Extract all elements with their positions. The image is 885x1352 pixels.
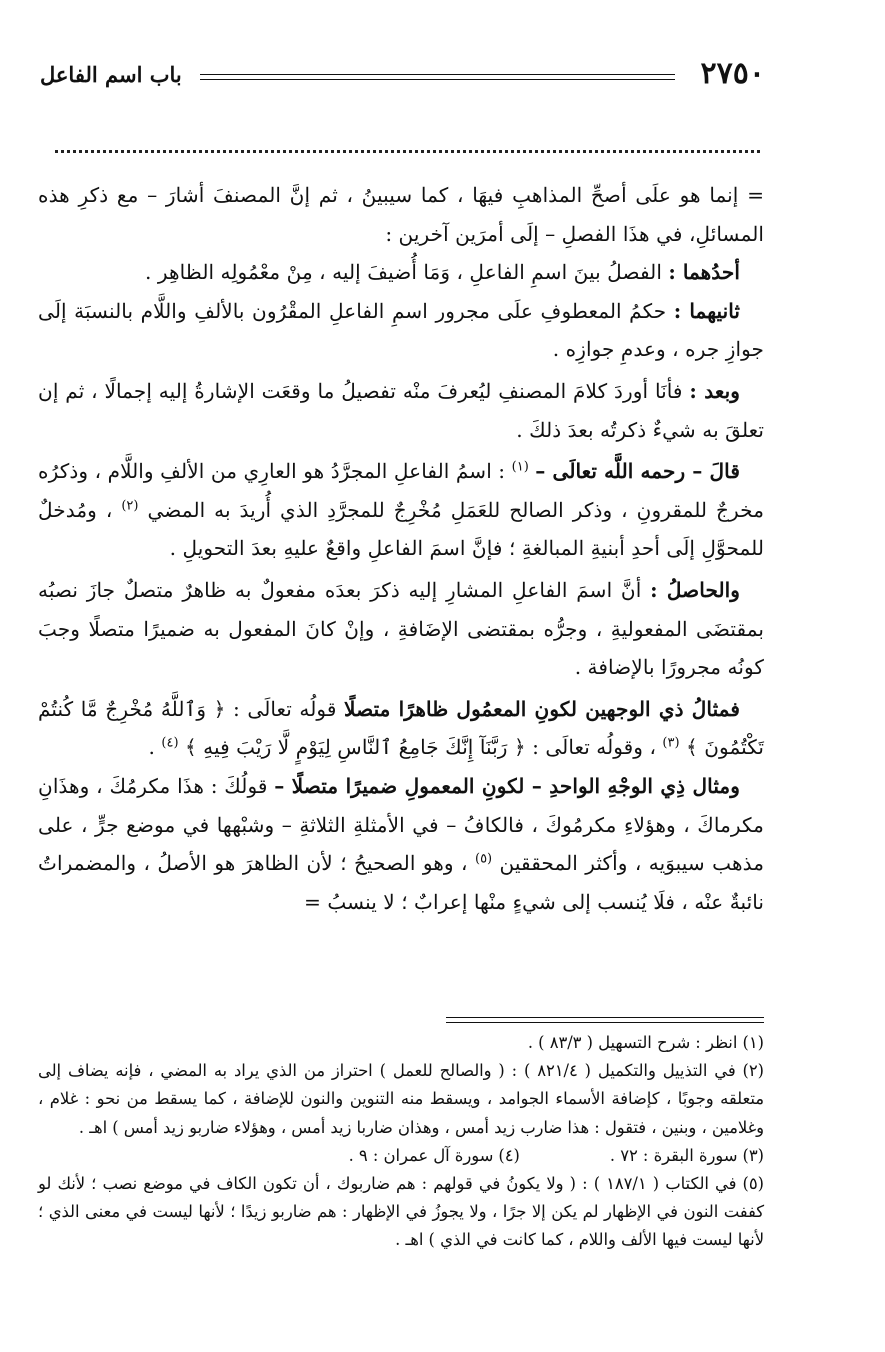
- footnote-4: (٤) سورة آل عمران : ٩ .: [348, 1145, 520, 1165]
- footnote-ref-5[interactable]: (٥): [474, 851, 493, 867]
- footnote-ref-2[interactable]: (٢): [121, 498, 139, 514]
- footnote-double-rule: [446, 1017, 764, 1023]
- page-number: ٢٧٥٠: [700, 56, 765, 91]
- paragraph-text: ، وقولُه تعالَى :: [532, 735, 656, 760]
- paragraph-text: فأنَا أوردَ كلامَ المصنفِ ليُعرفَ منْه تفصيلُ ما وقعَت الإشارةُ إليه إجمالًا ، ثم إن تعلقَ به شيءٌ ذكرتُه بعدَ ذلكَ .: [38, 378, 764, 442]
- footnotes: [38, 1029, 764, 1255]
- main-text: [38, 176, 764, 921]
- footnote-3: (٣) سورة البقرة : ٧٢ .: [609, 1145, 764, 1165]
- header-double-rule: [200, 74, 675, 80]
- footnote-2: (٢) في التذييل والتكميل ( ٨٢١/٤ ) : ( والصالح للعمل ) احتراز من الذي يراد به المضي ، فإنه يضاف إلى متعلقه وجوبًا ، كإضافة الأسماء الجوامد ، ويسقط منه التنوين والنون للإضافة ، كما يسقط من نحو : غلام ، وغلامين ، وبنين ، فتقول : هذا ضارب زيد أمس ، وهذان ضاربا زيد أمس ، وهؤلاء ضاربو زيد أمس ) اهـ .: [38, 1061, 764, 1137]
- footnote-row: [38, 1142, 764, 1170]
- paragraph-text: قولُكَ : هذَا مكرمُكَ ، وهذَانِ مكرماكَ ، وهؤلاءِ مكرمُوكَ ، فالكافُ – في الأمثلةِ الثلاثةِ – وشبْهها في موضع جرٍّ ، على مذهب سيبوَيه ، وأكثر المحققين: [38, 773, 765, 876]
- paragraph-text: الفصلُ بينَ اسمِ الفاعلِ ، وَمَا أُضيفَ إليه ، مِنْ معْمُولِه الظاهِر .: [145, 260, 662, 285]
- paragraph-continuation: = إنما هو علَى أصحِّ المذاهبِ فيهَا ، كما سيبينُ ، ثم إنَّ المصنفَ أشارَ – مع ذكرِ هذه المسائلِ، في هذَا الفصلِ – إلَى أمرَين آخرين :: [38, 183, 764, 246]
- quran-verse: ﴿ وَٱللَّهُ مُخْرِجٌ مَّا كُنتُمْ تَكْتُمُونَ ﴾: [38, 696, 764, 760]
- footnote-ref-4[interactable]: (٤): [161, 735, 179, 751]
- footnote-ref-1[interactable]: (١): [511, 459, 529, 475]
- paragraph-summary: [38, 571, 764, 687]
- paragraph-quote-author: [38, 452, 764, 568]
- paragraph-label: فمثالُ ذي الوجهين لكونِ المعمُول ظاهرًا متصلًا: [344, 696, 740, 721]
- paragraph-first-matter: [38, 253, 764, 292]
- period: .: [148, 735, 155, 760]
- footnote-ref-3[interactable]: (٣): [662, 735, 680, 751]
- paragraph-label: ومثال ذِي الوجْهِ الواحدِ – لكونِ المعمولِ ضميرًا متصلًا –: [274, 773, 740, 798]
- paragraph-label: وبعد :: [689, 378, 740, 403]
- footnote-1: (١) انظر : شرح التسهيل ( ٨٣/٣ ) .: [527, 1033, 764, 1052]
- paragraph-text: : اسمُ الفاعلِ المجرَّدُ هو العارِي من الألفِ واللَّام ، وذكرُه مخرجٌ للمقرونِ ، وذكر الصالح للعَمَلِ مُخْرِجٌ للمجرَّدِ الذي أُريدَ به المضي: [38, 459, 765, 522]
- paragraph-text: قولُه تعالَى :: [233, 696, 337, 721]
- paragraph-after: [38, 372, 764, 449]
- paragraph-label: أحدُهما :: [668, 260, 740, 285]
- dotted-divider: [55, 150, 760, 153]
- running-header: [40, 56, 765, 96]
- paragraph-second-matter: [38, 292, 764, 369]
- paragraph-text: حكمُ المعطوفِ علَى مجرور اسمِ الفاعلِ المقْرُون بالألفِ واللَّام بالنسبَة إلَى جوازِ جره ، وعدمِ جوازِه .: [38, 298, 764, 362]
- paragraph-text: أنَّ اسمَ الفاعلِ المشارِ إليه ذكرَ بعدَه مفعولٌ به ظاهرٌ متصلٌ جازَ نصبُه بمقتضَى المفعوليةِ ، وجرُّه بمقتضى الإضَافةِ ، وإنْ كانَ المفعول به ضميرًا متصلًا وجبَ كونُه مجرورًا بالإضافة .: [38, 577, 764, 680]
- paragraph-label: ثانيهما :: [673, 298, 741, 323]
- paragraph-label: قالَ – رحمه اللَّه تعالَى –: [535, 459, 740, 484]
- paragraph-label: والحاصلُ :: [650, 577, 740, 602]
- paragraph-example-one-way: [38, 767, 764, 921]
- paragraph-text: ، وهو الصحيحُ ؛ لأن الظاهرَ هو الأصلُ ، والمضمراتُ نائبةٌ عنْه ، فلَا يُنسب إلى شيءٍ منْها إعرابٌ ؛ لا ينسبُ =: [38, 851, 764, 914]
- running-title: باب اسم الفاعل: [40, 62, 182, 87]
- footnote-5: (٥) في الكتاب ( ١٨٧/١ ) : ( ولا يكونُ في قولهم : هم ضاربوك ، أن تكون الكاف في موضع نصب ؛ لأنك لو كففت النون في الإظهار لم يكن إلا جرًا ، ولا يجوزُ في الإظهار : هم ضاربو زيدًا ؛ لأنها ليست في معنى الذي ؛ لأنها ليست فيها الألف واللام ، كما كانت في الذي ) اهـ .: [38, 1174, 764, 1250]
- paragraph-example-two-ways: [38, 690, 764, 767]
- paragraph-text: ، ومُدخلٌ للمحوَّلِ إلَى أحدِ أبنيةِ المبالغةِ ؛ فإنَّ اسمَ الفاعلِ واقعٌ عليهِ بعدَ التحويلِ .: [38, 497, 764, 561]
- quran-verse: ﴿ رَبَّنَآ إِنَّكَ جَامِعُ ٱلنَّاسِ لِيَوْمٍ لَّا رَيْبَ فِيهِ ﴾: [184, 735, 526, 760]
